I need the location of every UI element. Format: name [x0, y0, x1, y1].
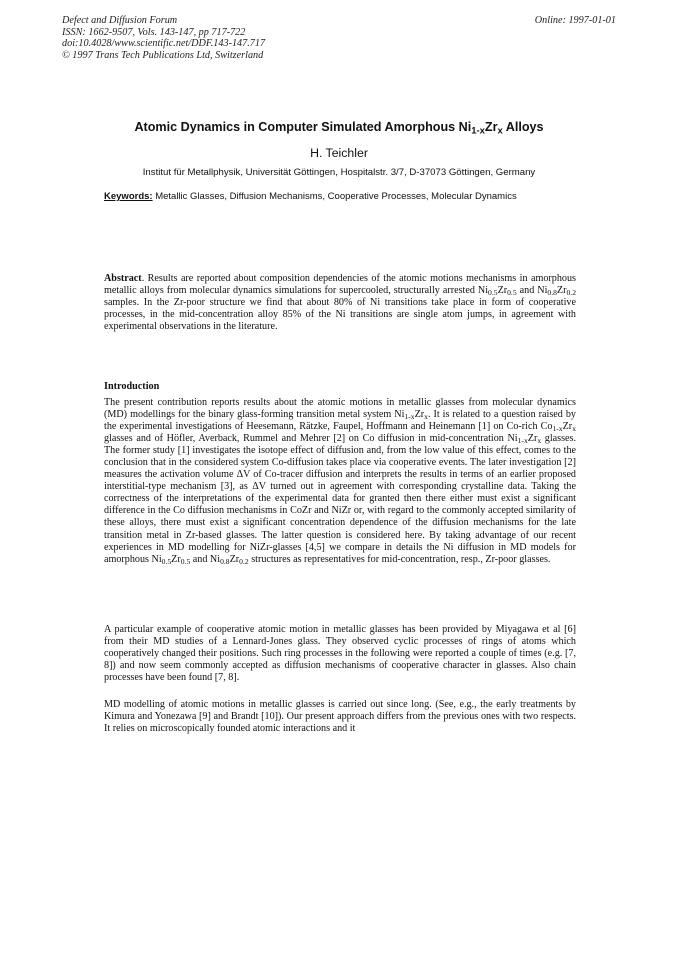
- intro-paragraph-2: A particular example of cooperative atomic motion in metallic glasses has been provided by Miyagawa et al [6] from their MD studies of a Lennard-Jones glass. They observed cyclic processes of rings of atoms which cooperatively changed their positions. Such ring processes in the following were reported a couple of times (e.g. [7, 8]) and now seem commonly accepted as diffusion mechanisms of cooperative character in glasses. Also chain processes have been found [7, 8].: [104, 624, 576, 684]
- abstract: Abstract. Results are reported about composition dependencies of the atomic motions mechanisms in amorphous metallic alloys from molecular dynamics simulations for supercooled, structurally arrested $Ni_{0.5}Zr_{0.5}$ and $Ni_{0.8}Zr_{0.2}$ samples. In the Zr-poor structure we find that about 80% of Ni transitions take place in form of cooperative processes, in the mid-concentration alloy 85% of the Ni transitions are single atom jumps, in agreement with experimental observations in the literature.: [104, 273, 576, 333]
- keywords: [104, 191, 584, 202]
- affiliation: Institut für Metallphysik, Universität Göttingen, Hospitalstr. 3/7, D-37073 Göttingen, Germany: [142, 167, 536, 178]
- keywords-text: Metallic Glasses, Diffusion Mechanisms, Cooperative Processes, Molecular Dynamics: [152, 191, 517, 202]
- paper-title: Atomic Dynamics in Computer Simulated Amorphous $Ni_{1-x}Zr_x$ Alloys: [134, 120, 544, 137]
- intro-paragraph-3: MD modelling of atomic motions in metallic glasses is carried out since long. (See, e.g., the early treatments by Kimura and Yonezawa [9] and Brandt [10]). Our present approach differs from the previous ones with two respects. It relies on microscopically founded atomic interactions and it: [104, 699, 576, 735]
- abstract-label: Abstract: [104, 273, 142, 284]
- journal-name: Defect and Diffusion Forum: [62, 15, 178, 26]
- intro-paragraph-1: The present contribution reports results about the atomic motions in metallic glasses from molecular dynamics (MD) modellings for the binary glass-forming transition metal system $Ni_{1-x}Zr_x$. It is related to a question raised by the experimental investigations of Heesemann, Rätzke, Faupel, Hoffmann and Heinemann [1] on Co-rich $Co_{1-x}Zr_x$ glasses and of Höfler, Averback, Rummel and Mehrer [2] on Co diffusion in mid-concentration $Ni_{1-x}Zr_x$ glasses. The former study [1] investigates the isotope effect of diffusion and, from the low value of this effect, comes to the conclusion that in the considered system Co-diffusion takes place via cooperative events. The later investigation [2] measures the activation volume ΔV of Co-tracer diffusion and interprets the results in terms of an earlier proposed interstitial-type mechanism [3], as ΔV turned out in agreement with corresponding crystalline data. Taking the correctness of the interpretations of the experimental data for granted then there either must exist a significant difference in the Co diffusion mechanisms in CoZr and NiZr or, with regard to the commonly accepted similarity of these alloys, there must exist a significant concentration dependence of the diffusion mechanisms for the late transition metal in Zr-based glasses. The latter question is considered here. By taking advantage of our recent experiences in MD modelling for NiZr-glasses [4,5] we compare in details the Ni diffusion in MD models for amorphous $Ni_{0.5}Zr_{0.5}$ and $Ni_{0.8}Zr_{0.2}$ structures as representatives for mid-concentration, resp., Zr-poor glasses.: [104, 397, 577, 566]
- online-date: Online: 1997-01-01: [534, 15, 616, 26]
- keywords-label: Keywords:: [104, 191, 153, 202]
- author-name: H. Teichler: [310, 146, 368, 160]
- copyright-line: © 1997 Trans Tech Publications Ltd, Switzerland: [62, 49, 264, 61]
- doi-line: doi:10.4028/www.scientific.net/DDF.143-147.717: [62, 38, 266, 50]
- issn-line: ISSN: 1662-9507, Vols. 143-147, pp 717-722: [62, 26, 246, 38]
- section-heading-introduction: Introduction: [104, 381, 160, 392]
- journal-header: [62, 15, 265, 61]
